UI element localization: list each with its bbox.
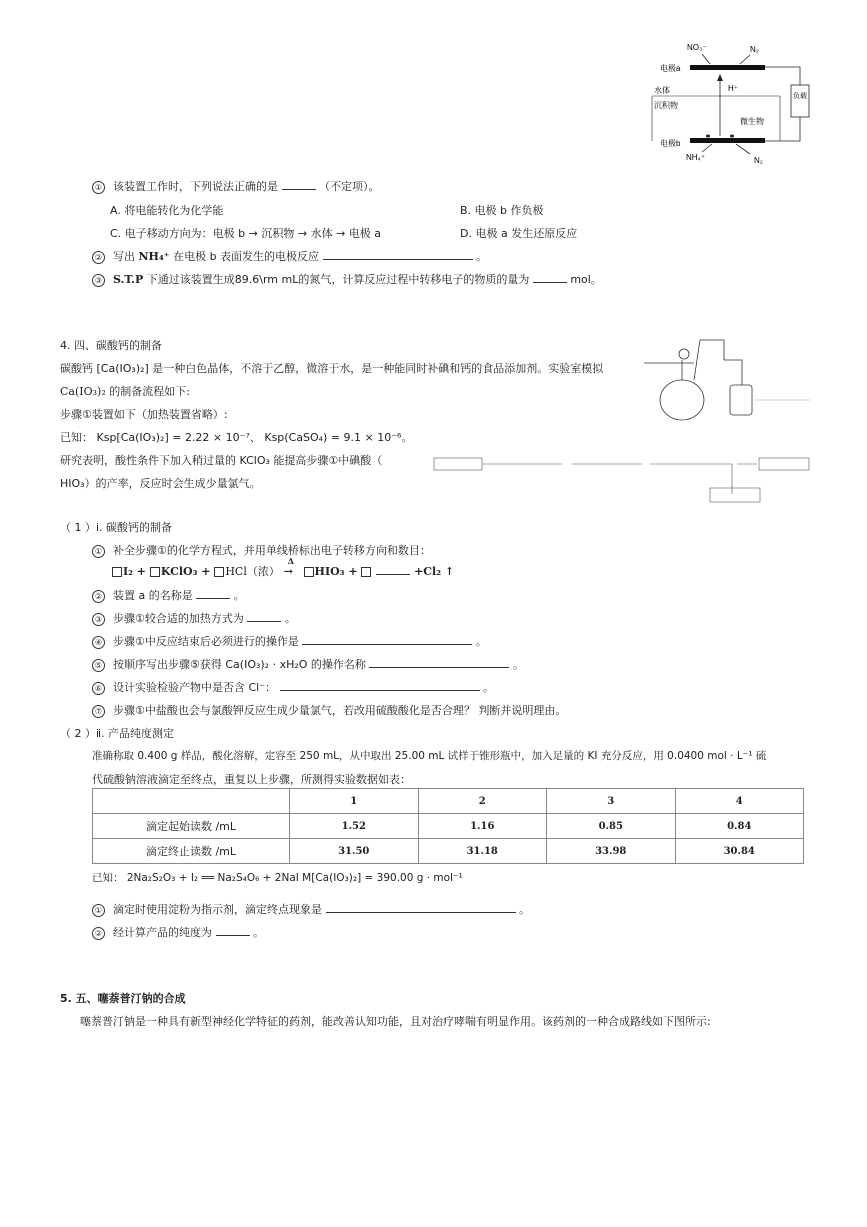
question-suffix: （不定项）。 [319,180,380,193]
question-text: 设计实验检验产物中是否含 Cl⁻： [113,681,277,694]
water-label: 水体 [654,86,670,95]
circled-number: ① [92,545,105,558]
section-5-title: 5. 五、噻萘普汀钠的合成 [60,992,186,1005]
known-2: 已知： 2Na₂S₂O₃ + I₂ ══ Na₂S₄O₆ + 2NaI M[Ca(IO₃)₂] = 390.00 g · mol⁻¹ [92,872,463,884]
question-4-3 [92,610,296,626]
question-text: 按顺序写出步骤⑤获得 Ca(IO₃)₂ · xH₂O 的操作名称 [113,658,366,671]
unit-label: mol。 [570,273,602,286]
load-label: 负载 [793,93,807,100]
answer-blank[interactable] [376,564,410,575]
circled-number: ③ [92,274,105,287]
electrode-b-label: 电极b [660,139,681,148]
question-4-ii-1 [92,901,530,917]
apparatus-diagram [634,330,814,425]
question-text: 在电极 b 表面发生的电极反应 [173,250,320,263]
table-cell: 0.84 [675,814,804,839]
question-3-3 [92,271,602,287]
punct: 。 [475,635,487,648]
microbe-label: 微生物 [740,117,764,126]
section-4-intro-2: Ca(IO₃)₂ 的制备流程如下: [60,385,190,398]
table-header: 3 [547,789,676,814]
question-4-4 [92,633,487,649]
punct: 。 [519,903,530,916]
section-4-intro-1: 碳酸钙 [Ca(IO₃)₂] 是一种白色晶体，不溶于乙醇，微溶于水，是一种能同时补碘和钙的食品添加剂。实验室模拟 [60,362,604,375]
answer-blank[interactable] [302,634,472,645]
electrode-b [690,138,765,143]
research-2: HIO₃）的产率，反应时会生成少量氯气。 [60,477,261,490]
eq-term: +Cl₂ ↑ [414,565,455,578]
table-cell: 0.85 [547,814,676,839]
arrow-in-top [702,54,710,64]
question-text: 步骤①较合适的加热方式为 [113,612,244,625]
electrode-a [690,65,765,70]
circled-number: ⑤ [92,659,105,672]
n2-bottom-label: N₂ [754,156,763,165]
answer-blank[interactable] [326,902,516,913]
question-text: 该装置工作时，下列说法正确的是 [113,180,278,193]
question-text: 下通过该装置生成89.6\rm mL的氮气，计算反应过程中转移电子的物质的量为 [146,273,530,286]
question-text: 写出 [113,250,135,263]
table-header [93,789,290,814]
table-cell: 31.50 [290,839,419,864]
coefficient-box[interactable] [112,567,122,577]
electrode-a-label: 电极a [660,64,681,73]
coefficient-box[interactable] [304,567,314,577]
load-box [791,85,809,117]
table-cell: 1.52 [290,814,419,839]
circled-number: ① [92,181,105,194]
flask-icon [660,380,704,420]
question-text: 补全步骤①的化学方程式，并用单线桥标出电子转移方向和数目： [113,544,431,557]
table-row [93,839,804,864]
punct: 。 [512,658,524,671]
part-2-line-1: 准确称取 0.400 g 样品，酸化溶解，定容至 250 mL，从中取出 25.00 mL 试样于锥形瓶中，加入足量的 KI 充分反应，用 0.0400 mol · L⁻¹ 硫 [92,750,767,762]
ion-formula: NH₄⁺ [138,250,170,263]
question-3-1 [92,178,380,194]
question-4-2 [92,587,245,603]
answer-blank[interactable] [196,588,230,599]
eq-term: HCl（浓） [225,565,280,578]
punct: 。 [483,681,495,694]
table-header-row [93,789,804,814]
known-ksp: 已知： Ksp[Ca(IO₃)₂] = 2.22 × 10⁻⁷、 Ksp(CaSO₄) = 9.1 × 10⁻⁶。 [60,431,413,444]
microbe-dot [730,135,734,138]
research-1: 研究表明，酸性条件下加入稍过量的 KClO₃ 能提高步骤①中碘酸（ [60,454,383,467]
section-4-title: 4. 四、碳酸钙的制备 [60,339,162,352]
question-text: 经计算产品的纯度为 [113,926,212,939]
coefficient-box[interactable] [214,567,224,577]
flow-box [434,458,482,470]
question-4-7 [92,702,566,718]
arrow-out-top [740,55,750,64]
answer-blank[interactable] [323,249,473,260]
chemical-equation [112,556,455,579]
eq-term: KClO₃ + [160,565,215,578]
question-text: 步骤①中反应结束后必须进行的操作是 [113,635,299,648]
table-cell: 31.18 [418,839,547,864]
circled-number: ② [92,251,105,264]
table-cell: 30.84 [675,839,804,864]
table-cell: 33.98 [547,839,676,864]
sediment-label: 沉积物 [654,101,678,110]
question-4-1 [92,542,431,558]
flow-box [710,488,760,502]
table-header: 2 [418,789,547,814]
eq-term: I₂ + [123,565,150,578]
h-plus-arrowhead [717,74,723,81]
circled-number: ③ [92,613,105,626]
punct: 。 [233,589,245,602]
arrow-out-bottom [736,144,750,154]
section-5-intro: 噻萘普汀钠是一种具有新型神经化学特征的药剂，能改善认知功能，且对治疗哮喘有明显作用。该药剂的一种合成路线如下图所示: [80,1015,711,1028]
option-d: D. 电极 a 发生还原反应 [460,227,578,240]
microbe-dot [706,135,710,138]
question-text: 步骤①中盐酸也会与氯酸钾反应生成少量氯气，若改用硫酸酸化是否合理？ 判断并说明理由。 [113,704,567,717]
table-header: 1 [290,789,419,814]
answer-blank[interactable] [369,657,509,668]
connecting-tube [724,360,742,385]
part-2-line-2: 代硫酸钠溶液滴定至终点，重复以上步骤，所测得实验数据如表： [92,773,411,786]
question-4-6 [92,679,494,695]
table-row [93,814,804,839]
answer-blank[interactable] [216,925,250,936]
circled-number: ④ [92,636,105,649]
punct: 。 [253,926,264,939]
answer-blank[interactable] [247,611,281,622]
heat-condition: Δ [287,556,294,566]
option-b: B. 电极 b 作负极 [460,204,544,217]
punct: 。 [284,612,296,625]
process-flowchart [432,448,812,506]
answer-blank[interactable] [280,680,480,691]
nh4-label: NH₄⁺ [686,153,706,162]
circled-number: ⑥ [92,682,105,695]
h-plus-label: H⁺ [728,84,738,93]
question-text: 滴定时使用淀粉为指示剂，滴定终点现象是 [113,903,322,916]
gas-bottle-icon [730,385,752,415]
option-c: C. 电子移动方向为：电极 b → 沉积物 → 水体 → 电极 a [110,227,382,240]
question-4-5 [92,656,524,672]
question-text: 装置 a 的名称是 [113,589,193,602]
eq-term: HIO₃ + [314,565,362,578]
option-a: A. 将电能转化为化学能 [110,204,224,217]
question-4-ii-2 [92,924,264,940]
reaction-arrow: Δ → [283,556,294,578]
electrochemical-device-diagram [640,40,820,170]
no3-label: NO₃⁻ [687,43,707,52]
row-label: 滴定终止读数 /mL [93,839,290,864]
table-cell: 1.16 [418,814,547,839]
stp-label: S.T.P [113,273,144,286]
circled-number: ② [92,590,105,603]
dropping-funnel-icon [679,349,689,359]
arrow-in-bottom [702,144,712,152]
n2-top-label: N₂ [750,45,759,54]
part-1-heading: （ 1 ）ⅰ. 碳酸钙的制备 [60,521,173,534]
coefficient-box[interactable] [361,567,371,577]
answer-blank[interactable] [282,179,316,190]
connecting-tube [694,340,724,380]
circled-number: ⑦ [92,705,105,718]
table-header: 4 [675,789,804,814]
question-3-2: ② 写出 NH₄⁺ 在电极 b 表面发生的电极反应 。 [92,248,487,264]
part-2-heading: （ 2 ）ⅱ. 产品纯度测定 [60,727,175,740]
titration-table [92,788,804,864]
coefficient-box[interactable] [150,567,160,577]
step-1-note: 步骤①装置如下（加热装置省略）: [60,408,228,421]
circled-number: ② [92,927,105,940]
answer-blank[interactable] [533,272,567,283]
row-label: 滴定起始读数 /mL [93,814,290,839]
flow-box [759,458,809,470]
circled-number: ① [92,904,105,917]
